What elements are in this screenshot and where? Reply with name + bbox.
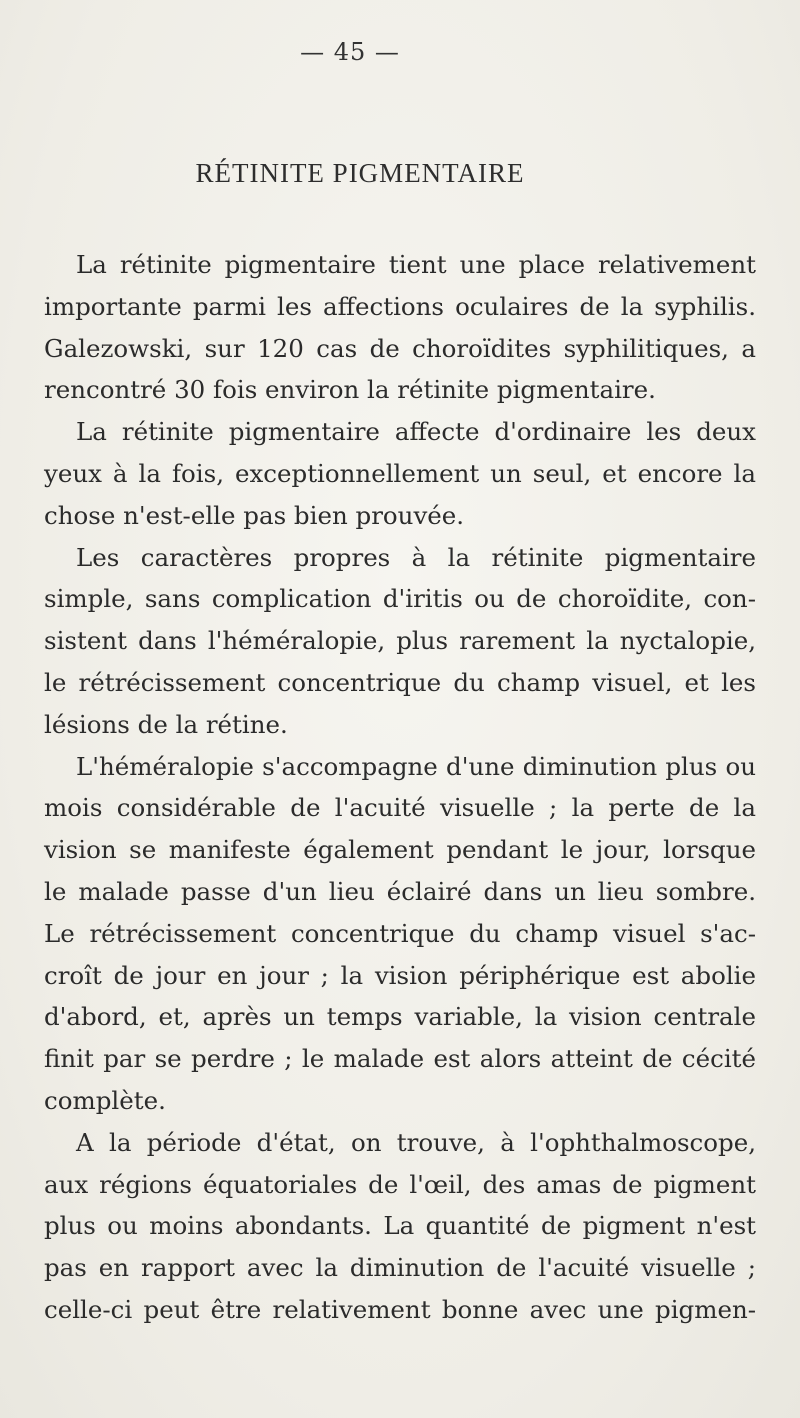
text-line: yeux à la fois, exceptionnellement un seul, et encore la — [44, 458, 756, 488]
text-line: complète. — [44, 1085, 166, 1115]
text-line: plus ou moins abondants. La quantité de pigment n'est — [44, 1211, 756, 1241]
text-line: A la période d'état, on trouve, à l'ophthalmoscope, — [76, 1127, 756, 1157]
text-line: croît de jour en jour ; la vision périphérique est abolie — [44, 960, 756, 990]
text-line: vision se manifeste également pendant le jour, lorsque — [44, 835, 756, 865]
body-text — [44, 244, 756, 1331]
text-line: chose n'est-elle pas bien prouvée. — [44, 500, 465, 530]
text-line: finit par se perdre ; le malade est alors atteint de cécité — [44, 1044, 756, 1074]
text-line: sistent dans l'héméralopie, plus rarement la nyctalopie, — [44, 626, 756, 656]
text-line: La rétinite pigmentaire tient une place relativement — [76, 250, 756, 279]
text-line: d'abord, et, après un temps variable, la vision centrale — [44, 1002, 756, 1032]
text-line: aux régions équatoriales de l'œil, des amas de pigment — [44, 1169, 756, 1199]
text-line: importante parmi les affections oculaires de la syphilis. — [44, 291, 756, 321]
text-line: La rétinite pigmentaire affecte d'ordinaire les deux — [76, 417, 756, 447]
text-line: le malade passe d'un lieu éclairé dans un lieu sombre. — [44, 876, 756, 906]
page-number: — 45 — — [300, 38, 400, 66]
chapter-title: RÉTINITE PIGMENTAIRE — [195, 158, 525, 188]
text-line: Le rétrécissement concentrique du champ visuel s'ac- — [44, 918, 756, 948]
text-line: L'héméralopie s'accompagne d'une diminution plus ou — [76, 751, 756, 781]
text-line: lésions de la rétine. — [44, 709, 288, 739]
text-line: rencontré 30 fois environ la rétinite pigmentaire. — [44, 375, 656, 405]
text-line: le rétrécissement concentrique du champ visuel, et les — [44, 667, 756, 697]
text-line: pas en rapport avec la diminution de l'acuité visuelle ; — [44, 1253, 756, 1283]
text-line: simple, sans complication d'iritis ou de choroïdite, con- — [44, 584, 756, 614]
text-line: Galezowski, sur 120 cas de choroïdites syphilitiques, a — [44, 333, 756, 363]
text-line: mois considérable de l'acuité visuelle ; la perte de la — [44, 793, 756, 823]
text-line: Les caractères propres à la rétinite pigmentaire — [76, 542, 756, 572]
text-line: celle-ci peut être relativement bonne avec une pigmen- — [44, 1294, 756, 1324]
